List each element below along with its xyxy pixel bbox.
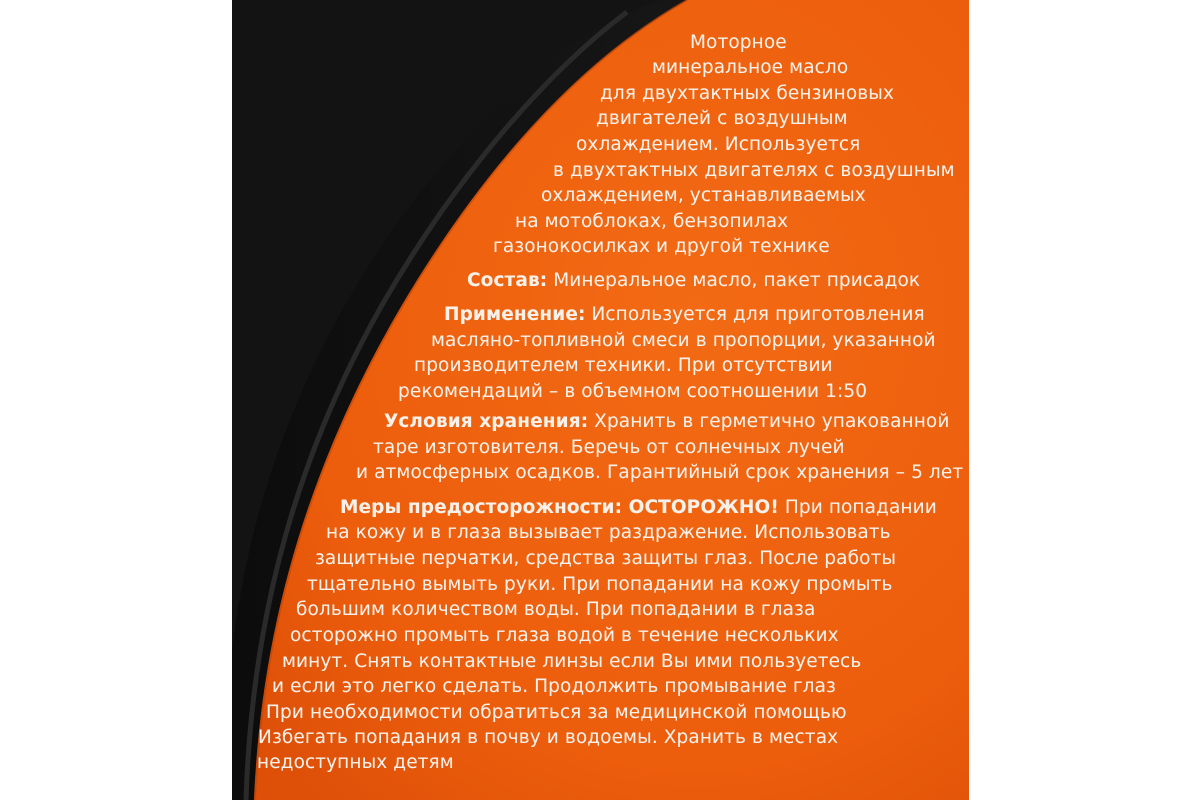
- storage-line-1: [384, 410, 949, 434]
- precautions-line-4: тщательно вымыть руки. При попадании на кожу промыть: [307, 574, 893, 595]
- intro-line-7: охлаждением, устанавливаемых: [541, 185, 866, 206]
- intro-line-1: Моторное: [690, 32, 787, 53]
- precautions-line-5: большим количеством воды. При попадании в глаза: [296, 599, 816, 620]
- application-line-4: рекомендаций – в объемном соотношении 1:50: [398, 381, 868, 402]
- precautions-line-10: Избегать попадания в почву и водоемы. Хранить в местах: [258, 727, 839, 748]
- precautions-heading: Меры предосторожности: ОСТОРОЖНО!: [340, 497, 779, 518]
- intro-line-3: для двухтактных бензиновых: [600, 83, 895, 104]
- precautions-first-text: При попадании: [778, 497, 937, 518]
- intro-line-8: на мотоблоках, бензопилах: [515, 211, 789, 232]
- intro-line-2: минеральное масло: [652, 57, 849, 78]
- precautions-line-3: защитные перчатки, средства защиты глаз. После работы: [315, 548, 897, 569]
- storage-line-3: и атмосферных осадков. Гарантийный срок хранения – 5 лет: [356, 462, 964, 483]
- application-line-1: [444, 303, 925, 327]
- precautions-line-2: на кожу и в глаза вызывает раздражение. Использовать: [326, 522, 891, 543]
- composition-heading: Состав:: [467, 270, 548, 291]
- label-text-block: [232, 0, 969, 800]
- precautions-line-9: При необходимости обратиться за медицинской помощью: [266, 702, 847, 723]
- precautions-line-6: осторожно промыть глаза водой в течение нескольких: [290, 625, 839, 646]
- precautions-line-8: и если это легко сделать. Продолжить промывание глаз: [272, 676, 836, 697]
- composition-text: Минеральное масло, пакет присадок: [547, 270, 921, 291]
- intro-line-9: газонокосилках и другой технике: [493, 236, 830, 257]
- application-line-3: производителем техники. При отсутствии: [414, 355, 833, 376]
- precautions-line-7: минут. Снять контактные линзы если Вы ими пользуетесь: [282, 651, 862, 672]
- application-heading: Применение:: [444, 304, 586, 325]
- intro-line-5: охлаждением. Используется: [576, 134, 861, 155]
- application-first-text: Используется для приготовления: [585, 304, 925, 325]
- intro-line-6: в двухтактных двигателях с воздушным: [553, 160, 955, 181]
- product-photo: [232, 0, 969, 800]
- precautions-line-11: недоступных детям: [257, 752, 454, 773]
- storage-first-text: Хранить в герметично упакованной: [588, 411, 950, 432]
- application-line-2: масляно-топливной смеси в пропорции, указанной: [431, 330, 936, 351]
- storage-heading: Условия хранения:: [384, 411, 589, 432]
- precautions-line-1: [340, 496, 937, 520]
- composition-line: [467, 269, 920, 293]
- storage-line-2: таре изготовителя. Беречь от солнечных лучей: [373, 437, 845, 458]
- intro-line-4: двигателей с воздушным: [596, 108, 848, 129]
